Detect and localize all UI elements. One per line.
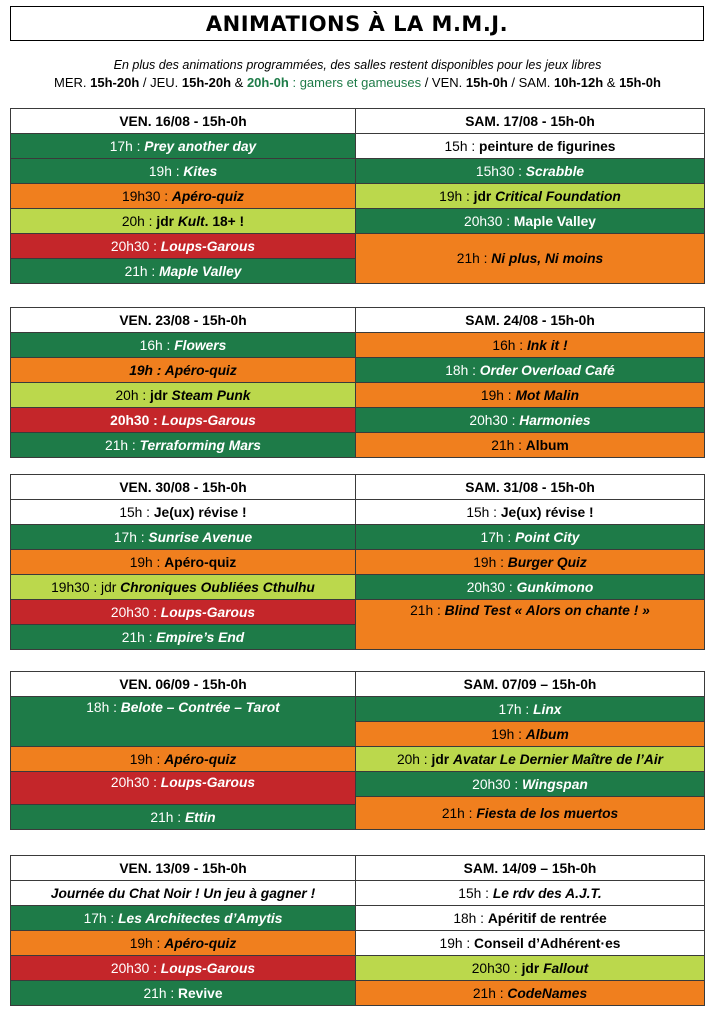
- schedule-week-3: [10, 474, 705, 650]
- friday-event: 20h : jdr Kult. 18+ !: [11, 209, 356, 234]
- saturday-header: SAM. 31/08 - 15h-0h: [356, 475, 705, 500]
- friday-event: 21h : Maple Valley: [11, 259, 356, 284]
- friday-event: 21h : Revive: [11, 981, 356, 1006]
- friday-event: 20h30 : Loups-Garous: [11, 234, 356, 259]
- saturday-event: 21h : Album: [356, 433, 705, 458]
- friday-header: VEN. 06/09 - 15h-0h: [11, 672, 356, 697]
- friday-header: VEN. 23/08 - 15h-0h: [11, 308, 356, 333]
- saturday-header: SAM. 24/08 - 15h-0h: [356, 308, 705, 333]
- saturday-event: 19h : Mot Malin: [356, 383, 705, 408]
- friday-event: 19h : Apéro-quiz: [11, 358, 356, 383]
- friday-event: 19h : Apéro-quiz: [11, 931, 356, 956]
- saturday-event: 20h30 : jdr Fallout: [356, 956, 705, 981]
- saturday-event: 18h : Apéritif de rentrée: [356, 906, 705, 931]
- friday-event: 15h : Je(ux) révise !: [11, 500, 356, 525]
- page-title: ANIMATIONS À LA M.M.J.: [205, 11, 509, 36]
- friday-event: 20h30 : Loups-Garous: [11, 772, 356, 805]
- friday-event: 19h30 : Apéro-quiz: [11, 184, 356, 209]
- friday-event: 17h : Prey another day: [11, 134, 356, 159]
- saturday-event: 15h : Le rdv des A.J.T.: [356, 881, 705, 906]
- intro-line-2: MER. 15h-20h / JEU. 15h-20h & 20h-0h : gamers et gameuses / VEN. 15h-0h / SAM. 10h-12h & 15h-0h: [54, 75, 661, 90]
- friday-event: 17h : Les Architectes d’Amytis: [11, 906, 356, 931]
- saturday-event: 15h : peinture de figurines: [356, 134, 705, 159]
- friday-event: 20h30 : Loups-Garous: [11, 956, 356, 981]
- saturday-event: 20h30 : Harmonies: [356, 408, 705, 433]
- schedule-week-2: [10, 307, 705, 458]
- saturday-event: 15h : Je(ux) révise !: [356, 500, 705, 525]
- friday-header: VEN. 30/08 - 15h-0h: [11, 475, 356, 500]
- saturday-event: 17h : Linx: [356, 697, 705, 722]
- page-title-box: [10, 6, 704, 41]
- friday-event: 18h : Belote – Contrée – Tarot: [11, 697, 356, 747]
- saturday-event: 20h : jdr Avatar Le Dernier Maître de l’Air: [356, 747, 705, 772]
- schedule-week-1: [10, 108, 705, 284]
- friday-event: 19h : Apéro-quiz: [11, 550, 356, 575]
- saturday-event: 20h30 : Wingspan: [356, 772, 705, 797]
- saturday-event: 20h30 : Maple Valley: [356, 209, 705, 234]
- friday-event: 20h30 : Loups-Garous: [11, 408, 356, 433]
- saturday-event: 15h30 : Scrabble: [356, 159, 705, 184]
- saturday-event: 18h : Order Overload Café: [356, 358, 705, 383]
- friday-header: VEN. 13/09 - 15h-0h: [11, 856, 356, 881]
- friday-event: 19h : Apéro-quiz: [11, 747, 356, 772]
- saturday-event: 21h : Blind Test « Alors on chante ! »: [356, 600, 705, 650]
- schedule-week-4: [10, 671, 705, 830]
- friday-event: Journée du Chat Noir ! Un jeu à gagner !: [11, 881, 356, 906]
- saturday-event: 19h : jdr Critical Foundation: [356, 184, 705, 209]
- saturday-header: SAM. 07/09 – 15h-0h: [356, 672, 705, 697]
- saturday-event: 19h : Conseil d’Adhérent·es: [356, 931, 705, 956]
- friday-event: 20h : jdr Steam Punk: [11, 383, 356, 408]
- saturday-event: 19h : Album: [356, 722, 705, 747]
- intro-line-1: En plus des animations programmées, des salles restent disponibles pour les jeux libres: [113, 58, 602, 72]
- saturday-event: 19h : Burger Quiz: [356, 550, 705, 575]
- saturday-header: SAM. 17/08 - 15h-0h: [356, 109, 705, 134]
- friday-event: 19h30 : jdr Chroniques Oubliées Cthulhu: [11, 575, 356, 600]
- saturday-event: 20h30 : Gunkimono: [356, 575, 705, 600]
- saturday-header: SAM. 14/09 – 15h-0h: [356, 856, 705, 881]
- saturday-event: 16h : Ink it !: [356, 333, 705, 358]
- saturday-event: 21h : Fiesta de los muertos: [356, 797, 705, 830]
- friday-event: 21h : Ettin: [11, 805, 356, 830]
- friday-event: 16h : Flowers: [11, 333, 356, 358]
- friday-event: 20h30 : Loups-Garous: [11, 600, 356, 625]
- friday-event: 19h : Kites: [11, 159, 356, 184]
- saturday-event: 17h : Point City: [356, 525, 705, 550]
- saturday-event: 21h : CodeNames: [356, 981, 705, 1006]
- friday-event: 17h : Sunrise Avenue: [11, 525, 356, 550]
- friday-header: VEN. 16/08 - 15h-0h: [11, 109, 356, 134]
- schedule-week-5: [10, 855, 705, 1006]
- saturday-event: 21h : Ni plus, Ni moins: [356, 234, 705, 284]
- friday-event: 21h : Empire’s End: [11, 625, 356, 650]
- friday-event: 21h : Terraforming Mars: [11, 433, 356, 458]
